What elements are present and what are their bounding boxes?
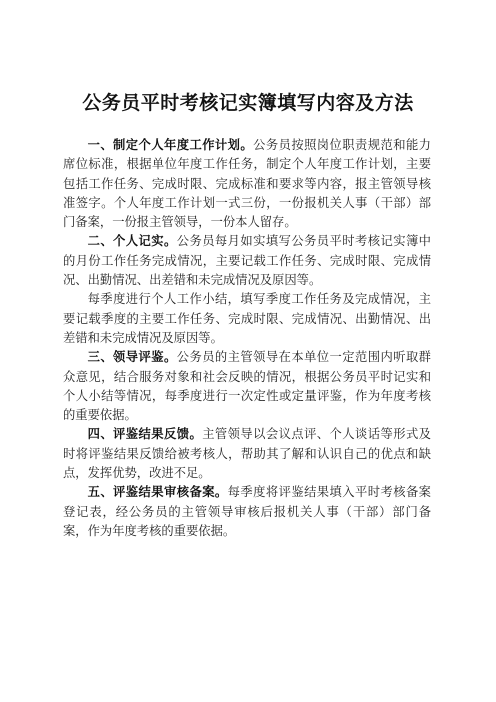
section-4-paragraph <box>63 425 431 483</box>
section-3-text: 公务员的主管领导在本单位一定范围内听取群众意见，结合服务对象和社会反映的情况，根据公务员平时记实和个人小结等情况，每季度进行一次定性或定量评鉴，作为年度考核的重要依据。 <box>63 350 431 423</box>
document-title: 公务员平时考核记实簿填写内容及方法 <box>82 92 414 114</box>
section-1-paragraph <box>63 136 431 232</box>
section-5-paragraph <box>63 483 431 541</box>
section-5-text: 每季度将评鉴结果填入平时考核备案登记表，经公务员的主管领导审核后报机关人事（干部）部门备案，作为年度考核的重要依据。 <box>63 485 431 538</box>
section-1-text: 公务员按照岗位职责规范和能力席位标准，根据单位年度工作任务，制定个人年度工作计划，主要包括工作任务、完成时限、完成标准和要求等内容，报主管领导核准签字。个人年度工作计划一式三份，一份报机关人事（干部）部门备案，一份报主管领导，一份本人留存。 <box>63 138 431 230</box>
section-4-heading: 四、评鉴结果反馈。 <box>87 427 203 442</box>
section-2-quarterly-paragraph <box>63 290 431 348</box>
document-body <box>63 136 431 541</box>
section-2-paragraph <box>63 232 431 290</box>
section-2-heading: 二、个人记实。 <box>87 234 177 249</box>
section-2-quarterly-text: 每季度进行个人工作小结，填写季度工作任务及完成情况，主要记载季度的主要工作任务、完成时限、完成情况、出勤情况、出差错和未完成情况及原因等。 <box>63 292 431 345</box>
section-5-heading: 五、评鉴结果审核备案。 <box>87 485 228 500</box>
section-4-text: 主管领导以会议点评、个人谈话等形式及时将评鉴结果反馈给被考核人，帮助其了解和认识自己的优点和缺点，发挥优势，改进不足。 <box>63 427 431 481</box>
section-2-text: 公务员每月如实填写公务员平时考核记实簿中的月份工作任务完成情况，主要记载工作任务、完成时限、完成情况、出勤情况、出差错和未完成情况及原因等。 <box>63 234 431 288</box>
section-3-paragraph <box>63 348 431 425</box>
section-1-heading: 一、制定个人年度工作计划。 <box>87 138 254 152</box>
section-3-heading: 三、领导评鉴。 <box>87 350 177 365</box>
